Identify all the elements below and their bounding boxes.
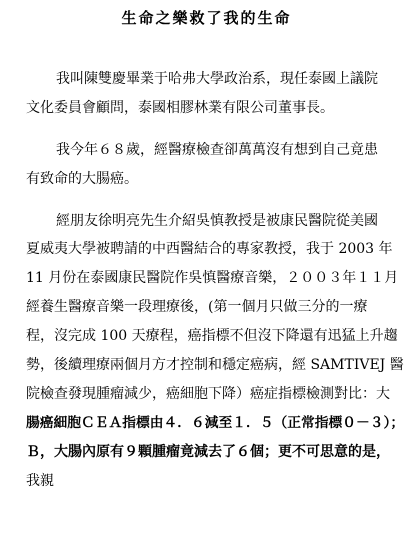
paragraph-3-line-6: 勢，後續理療兩個月方才控制和穩定癌病，經 SAMTIVEJ 醫 — [26, 357, 404, 373]
paragraph-3-line-4: 經養生醫療音樂一段理療後，(第一個月只做三分的一療 — [26, 299, 368, 315]
document-title: 生命之樂救了我的生命 — [121, 9, 292, 27]
paragraph-3-line-5: 程，沒完成 100 天療程，癌指標不但沒下降還有迅猛上升趨 — [26, 328, 398, 344]
paragraph-2-line-1: 我今年６８歲，經醫療檢查卻萬萬沒有想到自己竟患 — [56, 142, 378, 158]
paragraph-3-line-9: Ｂ，大腸內原有９顆腫瘤竟減去了６個；更不可思意的是， — [26, 444, 390, 460]
paragraph-3-line-7: 院檢查發現腫瘤減少，癌細胞下降）癌症指標檢測對比：大 — [26, 386, 390, 402]
paragraph-3-line-8: 腸癌細胞ＣＥＡ指標由４．６減至１．５（正常指標０－３）； — [26, 415, 405, 431]
paragraph-1-line-1: 我叫陳雙慶畢業于哈弗大學政治系，現任泰國上議院 — [56, 71, 378, 87]
paragraph-3-line-10: 我親 — [26, 473, 54, 489]
paragraph-3-line-3: 11 月份在泰國康民醫院作吳慎醫療音樂，２００３年１１月 — [26, 270, 399, 286]
paragraph-1-line-2: 文化委員會顧問，泰國相膠林業有限公司董事長。 — [26, 100, 334, 116]
paragraph-3-line-2: 夏威夷大學被聘請的中西醫結合的專家教授，我于 2003 年 — [26, 241, 393, 257]
paragraph-3-line-1: 經朋友徐明亮先生介紹吳慎教授是被康民醫院從美國 — [56, 213, 378, 229]
paragraph-2-line-2: 有致命的大腸癌。 — [26, 171, 138, 187]
